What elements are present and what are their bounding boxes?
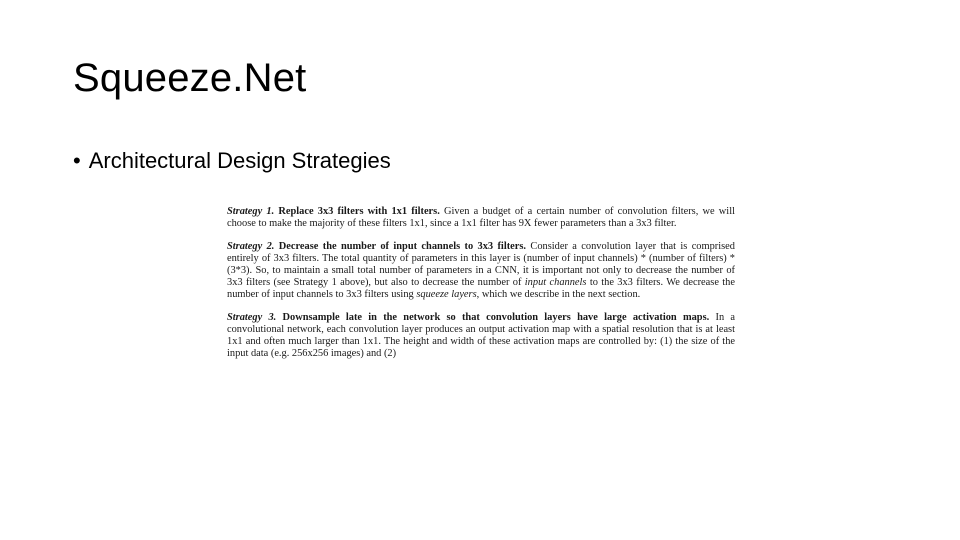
slide-title: Squeeze.Net bbox=[73, 56, 307, 100]
strategy-1-heading: Replace 3x3 filters with 1x1 filters. bbox=[278, 206, 440, 217]
bullet-marker: • bbox=[73, 148, 81, 173]
strategy-2-body-a: Consider a convolution layer that is comprised entirely of 3x3 filters. The total quantity of parameters in this layer is (number of input channels) * (number of filters) * (3*3). So, to maintain a small total number of parameters in a CNN, it is important not only to decrease the number of 3x3 filters (see Strategy 1 above), but also to decrease the number of bbox=[227, 241, 735, 288]
strategy-1-body: Given a budget of a certain number of convolution filters, we will choose to make the majority of these filters 1x1, since a 1x1 filter has 9X fewer parameters than a 3x3 filter. bbox=[227, 206, 735, 229]
strategy-2-paragraph bbox=[227, 241, 735, 301]
bullet-text: Architectural Design Strategies bbox=[88, 148, 391, 173]
paper-excerpt-image bbox=[227, 206, 735, 360]
strategy-2-emphasis-squeeze-layers: squeeze layers bbox=[416, 289, 477, 300]
strategy-3-heading: Downsample late in the network so that convolution layers have large activation maps. bbox=[282, 312, 710, 323]
strategy-2-body-b: to the 3x3 filters. We decrease the number of input channels to 3x3 filters using bbox=[227, 277, 735, 300]
strategy-2-label: Strategy 2. bbox=[227, 241, 275, 252]
strategy-3-body: In a convolutional network, each convolution layer produces an output activation map with a spatial resolution that is at least 1x1 and often much larger than 1x1. The height and width of these activation maps are controlled by: (1) the size of the input data (e.g. 256x256 images) and (2) bbox=[227, 312, 735, 359]
strategy-2-body-c: , which we describe in the next section. bbox=[476, 289, 641, 300]
bullet-item bbox=[73, 148, 391, 174]
strategy-3-paragraph bbox=[227, 312, 735, 360]
strategy-2-emphasis-input-channels: input channels bbox=[524, 277, 587, 288]
strategy-3-label: Strategy 3. bbox=[227, 312, 277, 323]
strategy-2-heading: Decrease the number of input channels to 3x3 filters. bbox=[278, 241, 527, 252]
strategy-1-label: Strategy 1. bbox=[227, 206, 275, 217]
strategy-1-paragraph bbox=[227, 206, 735, 230]
